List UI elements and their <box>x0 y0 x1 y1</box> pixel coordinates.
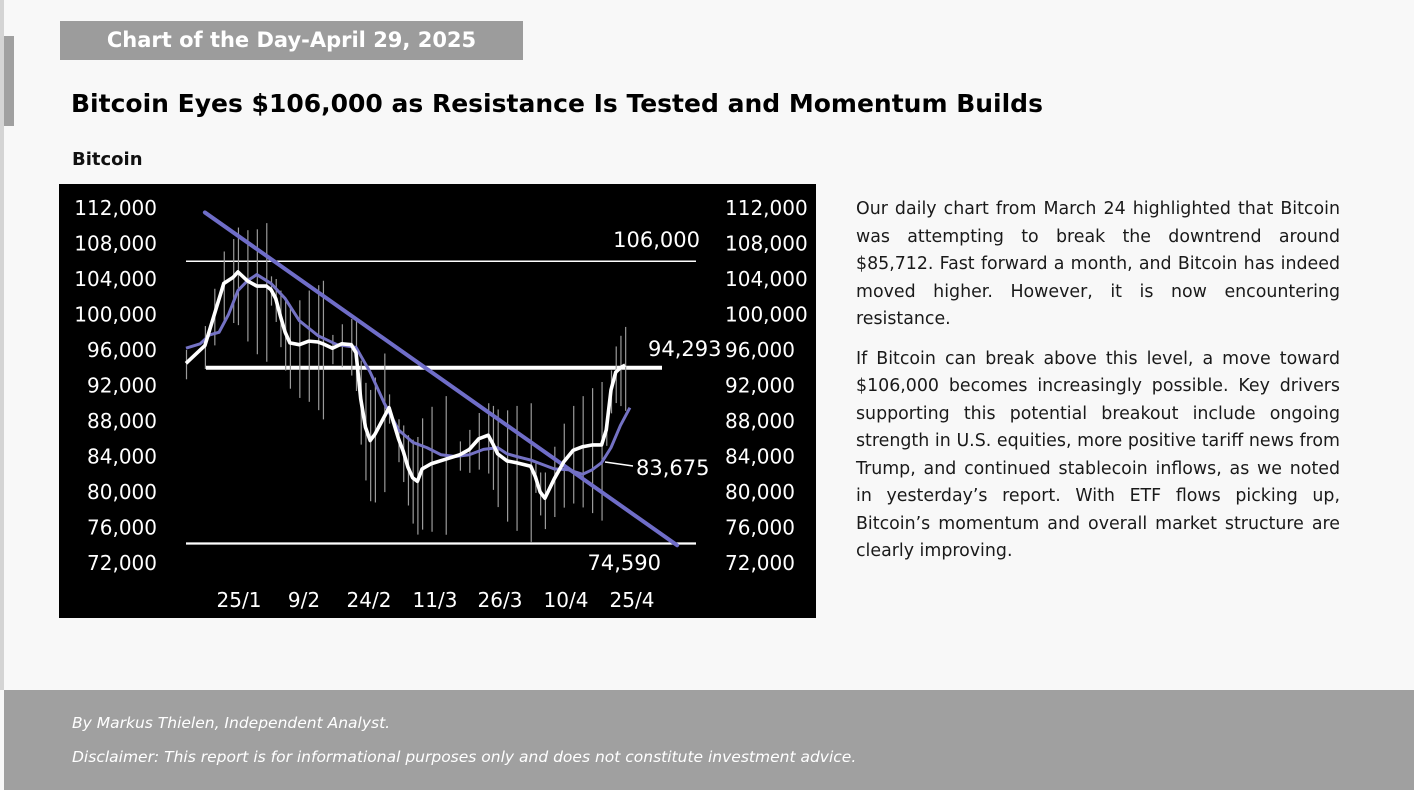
x-tick-label: 26/3 <box>477 588 523 612</box>
commentary <box>856 196 1340 578</box>
y-tick-label-left: 92,000 <box>87 373 157 398</box>
annotation-83675: 83,675 <box>636 456 710 480</box>
annotation-94293: 94,293 <box>648 337 722 361</box>
x-tick-label: 25/4 <box>609 588 655 612</box>
annotation-pointer <box>605 462 633 466</box>
x-tick-label: 10/4 <box>543 588 589 612</box>
y-tick-label-right: 72,000 <box>725 551 795 575</box>
y-tick-label-left: 72,000 <box>87 551 157 575</box>
commentary-paragraph-1: Our daily chart from March 24 highlighted that Bitcoin was attempting to break the downtrend around $85,712. Fast forward a month, and Bitcoin has indeed moved higher. However, it is now encountering resistance. <box>856 199 1340 329</box>
commentary-paragraph-2: If Bitcoin can break above this level, a move toward $106,000 becomes increasingly possible. Key drivers supporting this potential breakout include ongoing strength in U.S. equities, more positive tariff news from Trump, and continued stablecoin inflows, as we noted in yesterday’s report. With ETF flows picking up, Bitcoin’s momentum and overall market structure are clearly improving. <box>856 348 1340 561</box>
y-tick-label-right: 112,000 <box>725 196 808 220</box>
x-tick-label: 24/2 <box>346 588 392 612</box>
y-tick-label-right: 104,000 <box>725 267 808 291</box>
y-tick-label-right: 84,000 <box>725 444 795 469</box>
y-tick-label-right: 96,000 <box>725 338 795 362</box>
y-tick-label-left: 76,000 <box>87 515 157 540</box>
y-tick-label-right: 76,000 <box>725 515 795 540</box>
footer-disclaimer: Disclaimer: This report is for informational purposes only and does not constitute investment advice. <box>72 748 857 766</box>
chart-of-the-day-banner: Chart of the Day-April 29, 2025 <box>60 21 523 60</box>
y-tick-label-right: 108,000 <box>725 231 808 256</box>
y-tick-label-right: 100,000 <box>725 302 808 327</box>
x-tick-label: 11/3 <box>412 588 458 612</box>
y-tick-label-left: 80,000 <box>87 480 157 504</box>
y-tick-label-right: 88,000 <box>725 409 795 433</box>
y-tick-label-left: 104,000 <box>74 267 157 291</box>
bitcoin-chart-svg <box>59 184 816 618</box>
y-tick-label-left: 84,000 <box>87 444 157 469</box>
y-tick-label-right: 80,000 <box>725 480 795 504</box>
downtrend-line <box>205 212 677 545</box>
chart-label: Bitcoin <box>72 149 143 170</box>
footer-author: By Markus Thielen, Independent Analyst. <box>72 714 391 732</box>
x-tick-label: 9/2 <box>287 588 321 612</box>
footer <box>4 690 1414 790</box>
page-left-accent <box>4 36 14 126</box>
y-tick-label-left: 112,000 <box>74 196 157 220</box>
annotation-106000: 106,000 <box>613 228 700 252</box>
y-tick-label-left: 100,000 <box>74 302 157 327</box>
bitcoin-chart <box>59 184 816 618</box>
y-tick-label-left: 88,000 <box>87 409 157 433</box>
y-tick-label-right: 92,000 <box>725 373 795 398</box>
x-tick-label: 25/1 <box>216 588 262 612</box>
page-title: Bitcoin Eyes $106,000 as Resistance Is Tested and Momentum Builds <box>71 89 1043 118</box>
y-tick-label-left: 108,000 <box>74 231 157 256</box>
annotation-74590: 74,590 <box>587 551 661 575</box>
y-tick-label-left: 96,000 <box>87 338 157 362</box>
